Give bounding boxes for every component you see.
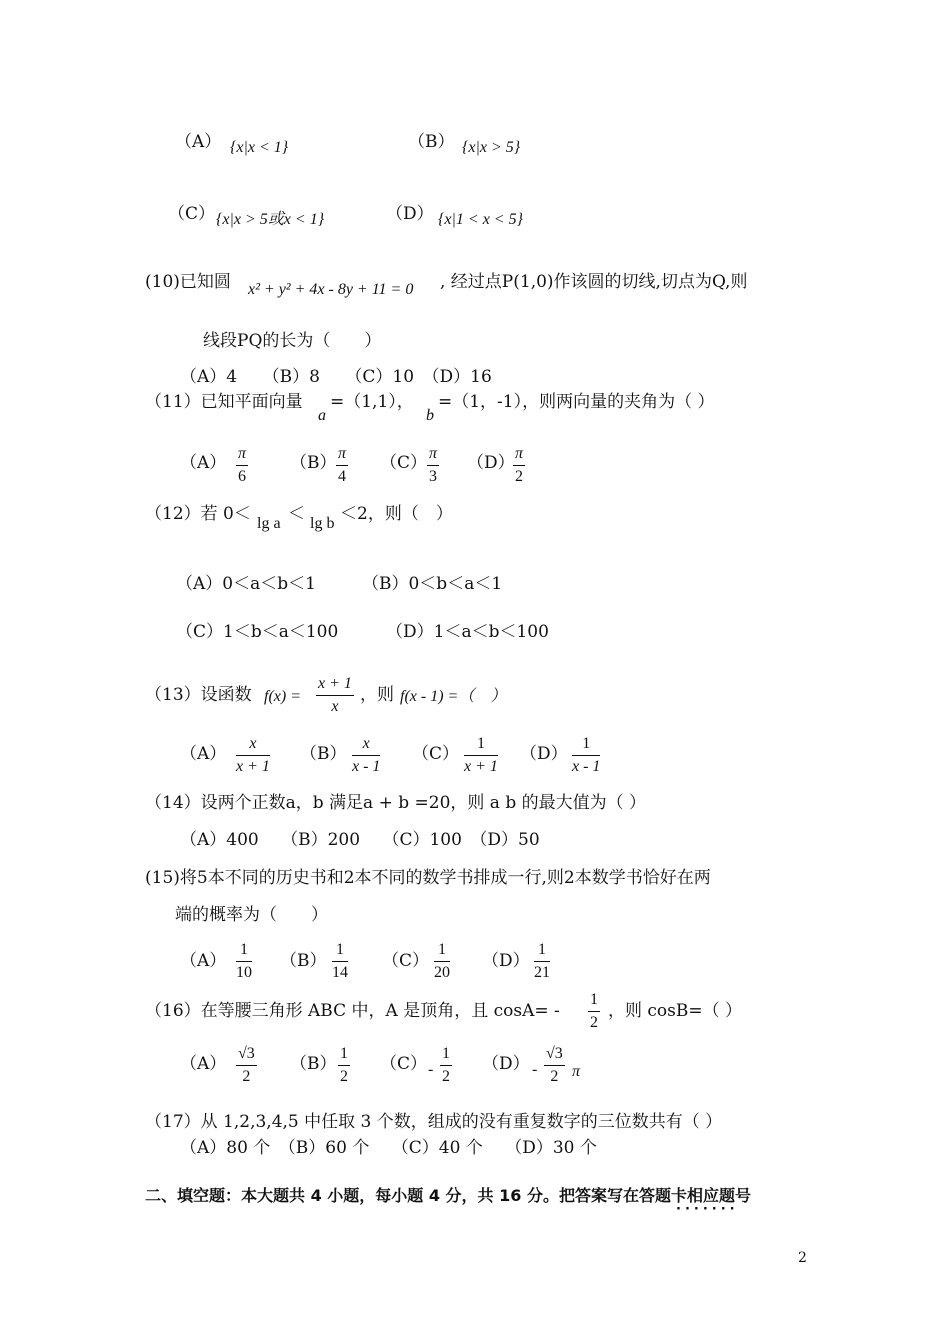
q11-option-b-fraction: π 4	[338, 445, 347, 485]
page-number: 2	[798, 1250, 807, 1266]
q13-option-c-fraction: 1 x + 1	[464, 735, 498, 775]
q15-option-c-fraction: 1 20	[434, 941, 450, 981]
q11-option-b-label: （B）	[290, 453, 337, 473]
q16-stem-suffix: ，则 cosB=（ ）	[608, 1001, 743, 1021]
q16-option-c-label: （C）	[380, 1054, 428, 1074]
q12-less-than: ＜	[288, 504, 305, 524]
q10-stem-suffix: , 经过点P(1,0)作该圆的切线,切点为Q,则	[440, 272, 748, 292]
q15-option-a-fraction: 1 10	[236, 941, 252, 981]
q9-option-b-math: {x|x > 5}	[462, 139, 521, 156]
q16-option-d-fraction: √3 2	[546, 1045, 563, 1085]
q15-option-d-label: （D）	[482, 951, 530, 971]
q16-option-a-fraction: √3 2	[238, 1045, 255, 1085]
q15-option-d-fraction: 1 21	[534, 941, 550, 981]
q16-option-b-label: （B）	[290, 1054, 337, 1074]
q13-option-a-label: （A）	[180, 744, 227, 764]
q10-options: （A）4 （B）8 （C）10 （D）16	[180, 367, 492, 387]
q11-option-a-label: （A）	[180, 453, 227, 473]
q12-stem-suffix: ＜2，则（ ）	[340, 504, 453, 524]
q17-stem: （17）从 1,2,3,4,5 中任取 3 个数，组成的没有重复数字的三位数共有（ ）	[145, 1112, 723, 1132]
q16-option-a-label: （A）	[180, 1054, 227, 1074]
q15-option-b-label: （B）	[280, 951, 327, 971]
q11-stem-prefix: （11）已知平面向量	[145, 392, 303, 412]
q9-option-a-label: （A）	[175, 132, 222, 152]
q13-function-fraction: x + 1 x	[318, 675, 352, 715]
q16-option-d-label: （D）	[482, 1054, 530, 1074]
q11-option-c-label: （C）	[380, 453, 428, 473]
q13-option-b-fraction: x x - 1	[352, 735, 381, 775]
q10-stem-prefix: (10)已知圆	[145, 272, 231, 292]
section2-heading: 二、填空题：本大题共 4 小题，每小题 4 分，共 16 分。把答案写在答题卡相应题号	[145, 1186, 751, 1205]
q9-option-d-math: {x|1 < x < 5}	[438, 211, 523, 228]
q12-stem-prefix: （12）若 0＜	[145, 504, 251, 524]
q13-stem-mid: ，则	[360, 685, 394, 705]
q15-stem-line1: (15)将5本不同的历史书和2本不同的数学书排成一行,则2本数学书恰好在两	[145, 868, 711, 888]
q9-option-c-label: （C）	[168, 204, 216, 224]
q15-option-a-label: （A）	[180, 951, 227, 971]
q15-stem-line2: 端的概率为（ ）	[175, 905, 328, 925]
q11-stem-suffix: =（1，-1），则两向量的夹角为（ ）	[438, 392, 715, 412]
q16-option-c-fraction: 1 2	[442, 1045, 450, 1085]
q13-option-d-label: （D）	[520, 744, 568, 764]
q13-option-b-label: （B）	[300, 744, 347, 764]
q16-stem-fraction: 1 2	[590, 991, 598, 1031]
q14-stem: （14）设两个正数a，b 满足a + b =20，则 a b 的最大值为（ ）	[145, 793, 647, 813]
q15-option-c-label: （C）	[382, 951, 430, 971]
q11-stem-mid: =（1,1），	[330, 392, 414, 412]
q16-option-c-sign: -	[428, 1061, 434, 1078]
q13-option-c-label: （C）	[412, 744, 460, 764]
q16-stem-prefix: （16）在等腰三角形 ABC 中，A 是顶角，且 cosA= -	[145, 1001, 560, 1021]
q11-option-a-fraction: π 6	[238, 445, 247, 485]
q9-option-b-label: （B）	[408, 132, 455, 152]
q16-option-b-fraction: 1 2	[340, 1045, 348, 1085]
q11-option-d-fraction: π 2	[515, 445, 524, 485]
q16-option-d-sign: -	[532, 1061, 538, 1078]
q12-option-d: （D）1＜a＜b＜100	[386, 622, 549, 642]
q13-option-a-fraction: x x + 1	[236, 735, 270, 775]
q14-options: （A）400 （B）200 （C）100 （D）50	[180, 830, 540, 850]
section2-emphasis-dots: ·······	[676, 1202, 739, 1217]
q13-option-d-fraction: 1 x - 1	[572, 735, 601, 775]
q12-option-a: （A）0＜a＜b＜1	[176, 574, 316, 594]
q15-option-b-fraction: 1 14	[332, 941, 348, 981]
q11-option-c-fraction: π 3	[429, 445, 438, 485]
q11-vector-b: b	[426, 407, 434, 424]
q17-options: （A）80 个 （B）60 个 （C）40 个 （D）30 个	[180, 1138, 597, 1158]
q12-lg-b: lg b	[310, 515, 335, 532]
q10-stem-line2: 线段PQ的长为（ ）	[203, 331, 382, 351]
q11-vector-a: a	[318, 407, 326, 424]
q12-option-c: （C）1＜b＜a＜100	[176, 622, 339, 642]
q12-option-b: （B）0＜b＜a＜1	[362, 574, 503, 594]
q13-stem-prefix: （13）设函数	[145, 685, 252, 705]
q10-stem-math: x² + y² + 4x - 8y + 11 = 0	[248, 281, 414, 298]
q13-function-lhs: f(x) =	[264, 688, 301, 705]
q9-option-c-math: {x|x > 5或x < 1}	[216, 211, 325, 228]
q11-option-d-label: （D）	[467, 453, 515, 473]
q12-lg-a: lg a	[257, 515, 281, 532]
q9-option-a-math: {x|x < 1}	[230, 139, 289, 156]
q16-option-d-pi: π	[572, 1063, 581, 1080]
q9-option-d-label: （D）	[386, 204, 434, 224]
q13-function-query: f(x - 1) =（ ）	[400, 688, 507, 705]
